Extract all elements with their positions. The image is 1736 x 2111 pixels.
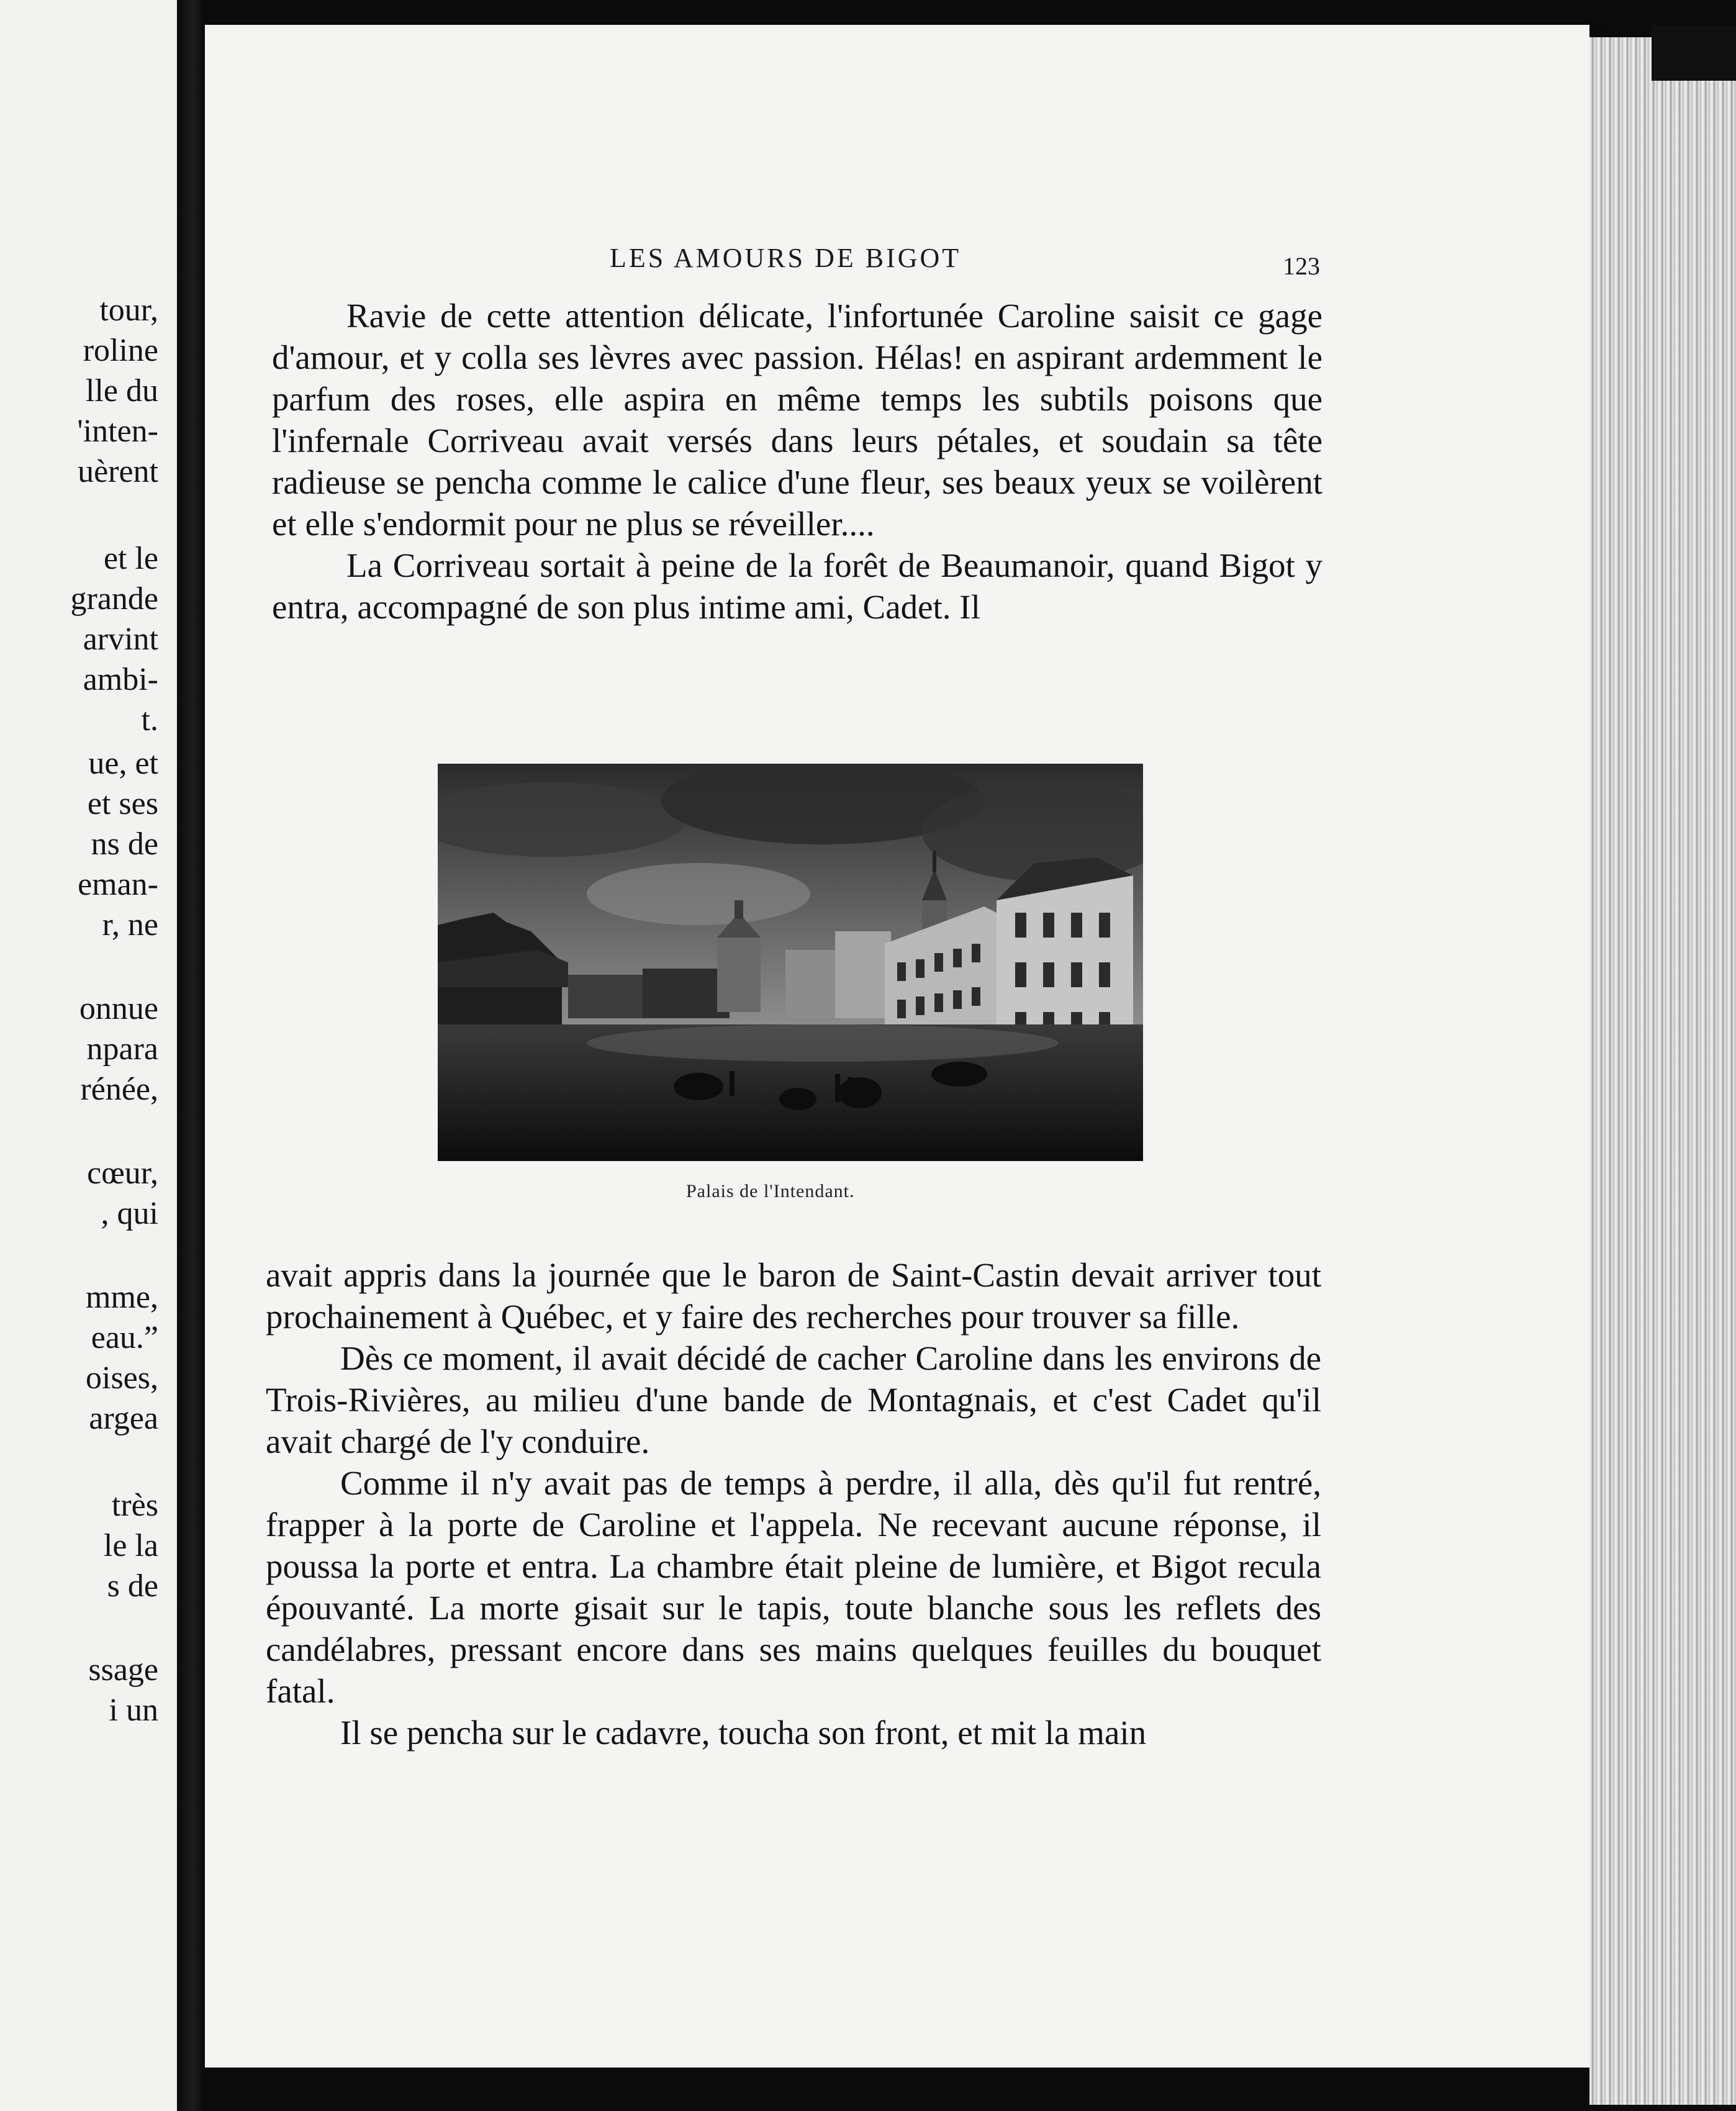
- left-page-line: le la: [103, 1528, 158, 1563]
- left-page-line: tour,: [99, 292, 158, 328]
- left-page-line: et ses: [87, 786, 158, 821]
- bottom-text-block: [266, 1254, 1321, 1753]
- paragraph: Il se pencha sur le cadavre, toucha son front, et mit la main: [340, 1714, 1147, 1752]
- left-page-line: uèrent: [78, 454, 158, 489]
- book-gutter: [177, 0, 204, 2111]
- left-page-line: 'inten-: [77, 414, 158, 449]
- running-head: LES AMOURS DE BIGOT: [610, 243, 962, 273]
- paragraph: Ravie de cette attention délicate, l'infortunée Caroline saisit ce gage d'amour, et y colla ses lèvres avec passion. Hélas! en aspirant ardemment le parfum des roses, elle aspira en même temps les subtils poisons que l'infernale Corriveau avait versés dans leurs pétales, et soudain sa tête radieuse se pencha comme le calice d'une fleur, ses beaux yeux se voilèrent et elle s'endormit pour ne plus se réveiller....: [272, 297, 1322, 543]
- top-text-block: [272, 295, 1322, 628]
- left-page-line: oises,: [86, 1360, 158, 1396]
- left-page-line: s de: [107, 1568, 158, 1604]
- left-page: [0, 0, 191, 2111]
- left-page-line: ns de: [91, 826, 158, 862]
- left-page-line: t.: [141, 702, 158, 738]
- left-page-line: ambi-: [83, 662, 158, 697]
- paragraph: avait appris dans la journée que le baron de Saint-Castin devait arriver tout prochainement à Québec, et y faire des recherches pour trouver sa fille.: [266, 1256, 1321, 1336]
- left-page-line: argea: [89, 1401, 158, 1436]
- page-number: 123: [1283, 252, 1320, 280]
- paragraph: Comme il n'y avait pas de temps à perdre, il alla, dès qu'il fut rentré, frapper à la porte de Caroline et l'appela. Ne recevant aucune réponse, il poussa la porte et entra. La chambre était pleine de lumière, et Bigot recula épouvanté. La morte gisait sur le tapis, toute blanche sous les reflets des candélabres, pressant encore dans ses mains quelques feuilles du bouquet fatal.: [266, 1464, 1321, 1710]
- left-page-line: roline: [83, 333, 158, 368]
- left-page-line: r, ne: [102, 907, 158, 942]
- left-page-line: ue, et: [88, 746, 158, 781]
- page-edge-corner: [1652, 25, 1736, 81]
- engraving-image: [438, 764, 1143, 1161]
- left-page-line: et le: [103, 541, 158, 576]
- left-page-line: rénée,: [80, 1072, 158, 1107]
- left-page-line: très: [111, 1488, 158, 1523]
- left-page-line: lle du: [86, 373, 158, 409]
- left-page-line: ssage: [88, 1652, 158, 1688]
- left-page-line: , qui: [101, 1196, 158, 1231]
- left-page-line: mme,: [86, 1280, 158, 1315]
- paragraph: Dès ce moment, il avait décidé de cacher Caroline dans les environs de Trois-Rivières, au milieu d'une bande de Montagnais, et c'est Cadet qu'il avait chargé de l'y conduire.: [266, 1339, 1321, 1460]
- left-page-line: eman-: [78, 867, 158, 902]
- left-page-line: eau.”: [91, 1320, 158, 1355]
- illustration-palais: [438, 764, 1143, 1161]
- left-page-line: i un: [109, 1693, 158, 1728]
- left-page-line: arvint: [83, 622, 158, 657]
- left-page-line: cœur,: [87, 1155, 158, 1191]
- paragraph: La Corriveau sortait à peine de la forêt de Beaumanoir, quand Bigot y entra, accompagné de son plus intime ami, Cadet. Il: [272, 546, 1322, 626]
- left-page-line: grande: [70, 581, 158, 617]
- left-page-line: onnue: [79, 991, 158, 1026]
- page-edges: [1589, 37, 1736, 2105]
- left-page-line: npara: [86, 1031, 158, 1067]
- figure-caption: Palais de l'Intendant.: [686, 1181, 855, 1201]
